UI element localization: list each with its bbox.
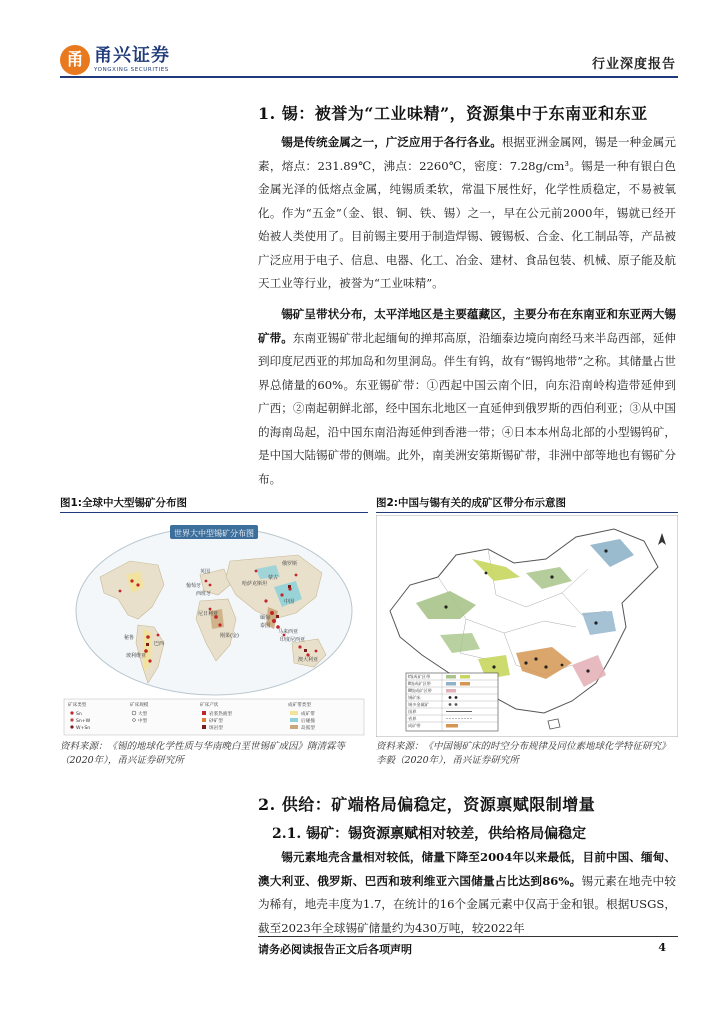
svg-text:大型: 大型 (138, 712, 148, 717)
paragraph-lead: 锡元素地壳含量相对较低，储量下降至2004年以来最低，目前中国、缅甸、澳大利亚、俄罗斯、巴西和玻利维亚六国储量占比达到86%。 (258, 850, 676, 888)
brand-name-en: YONGXING SECURITIES (94, 67, 169, 73)
figure-2-rule (376, 512, 678, 513)
svg-text:Ⅰ级成矿区带: Ⅰ级成矿区带 (408, 674, 431, 679)
section-heading-2: 2. 供给：矿端格局偏稳定，资源禀赋限制增量 (258, 795, 596, 814)
svg-text:Sn: Sn (76, 712, 82, 717)
svg-text:秘鲁: 秘鲁 (124, 635, 135, 641)
svg-text:葡萄牙: 葡萄牙 (186, 583, 202, 589)
svg-text:斑岩型: 斑岩型 (209, 726, 223, 731)
paragraph-tin-distribution (258, 303, 676, 491)
section-heading-1: 1. 锡：被誉为“工业味精”，资源集中于东南亚和东亚 (258, 104, 648, 123)
svg-text:锡矿床: 锡矿床 (408, 695, 421, 700)
page-header (60, 44, 678, 78)
svg-text:中型: 中型 (138, 719, 148, 724)
report-type: 行业深度报告 (591, 57, 676, 72)
svg-text:西班牙: 西班牙 (196, 591, 212, 597)
svg-text:俄罗斯: 俄罗斯 (282, 561, 298, 567)
svg-text:刚果(金): 刚果(金) (220, 633, 239, 639)
paragraph-body: 锡元素在地壳中较为稀有，地壳丰度为1.7，在统计的16个金属元素中仅高于金和银。根据USGS，截至2023年全球锡矿储量约为430万吨，较2022年 (258, 873, 676, 935)
paragraph-lead: 锡矿呈带状分布，太平洋地区是主要蕴藏区，主要分布在东南亚和东亚两大锡矿带。 (258, 307, 676, 345)
figure-1-rule (60, 512, 368, 513)
svg-text:成矿带: 成矿带 (301, 712, 315, 717)
svg-text:国界: 国界 (408, 709, 417, 714)
svg-text:Ⅱ级成矿区带: Ⅱ级成矿区带 (408, 681, 431, 686)
svg-text:省界: 省界 (408, 716, 417, 721)
page-number: 4 (658, 941, 666, 954)
figure-1-title: 图1:全球中大型锡矿分布图 (60, 497, 188, 509)
svg-text:尼日利亚: 尼日利亚 (198, 611, 219, 617)
svg-text:缅甸: 缅甸 (260, 615, 271, 621)
svg-text:印度尼西亚: 印度尼西亚 (280, 637, 306, 643)
footer-divider (258, 936, 678, 937)
svg-text:岩浆热液型: 岩浆热液型 (209, 712, 232, 717)
svg-text:成矿带类型: 成矿带类型 (288, 703, 311, 708)
svg-text:英国: 英国 (200, 569, 211, 575)
subsection-heading-2-1: 2.1. 锡矿：锡资源禀赋相对较差，供给格局偏稳定 (272, 826, 587, 842)
svg-text:马来西亚: 马来西亚 (278, 629, 299, 635)
svg-text:泰国: 泰国 (260, 623, 271, 629)
svg-text:锡多金属矿: 锡多金属矿 (408, 702, 429, 707)
china-tin-belt-map-image (376, 515, 678, 737)
paragraph-body: 东南亚锡矿带北起缅甸的掸邦高原，沿缅泰边境向南经马来半岛西部，延伸到印度尼西亚的邦加岛和勿里洞岛。伴生有钨，故有“锡钨地带”之称。其储量占世界总储量的60%。东亚锡矿带：①西起中国云南个旧，向东沿南岭构造带延伸到广西；②南起朝鲜北部，经中国东北地区一直延伸到俄罗斯的西伯利亚；③从中国的海南岛起，沿中国东南沿海延伸到香港一带；④日本本州岛北部的小型锡钨矿，是中国大陆锡矿带的侧端。此外，南美洲安第斯锡矿带，非洲中部等地也有锡矿分布。 (258, 330, 676, 486)
svg-text:矿床规模: 矿床规模 (130, 703, 149, 708)
header-divider (60, 76, 678, 78)
svg-text:W+Sn: W+Sn (76, 726, 91, 731)
brand-logo (60, 44, 170, 76)
svg-text:Sn+W: Sn+W (76, 719, 91, 724)
figure-1-world-tin-map (60, 515, 368, 737)
svg-text:澳大利亚: 澳大利亚 (298, 657, 319, 663)
paragraph-lead: 锡是传统金属之一，广泛应用于各行各业。 (281, 135, 502, 149)
figure-2-title: 图2:中国与锡有关的成矿区带分布示意图 (376, 497, 567, 509)
svg-text:哈萨克斯坦: 哈萨克斯坦 (242, 581, 268, 587)
svg-text:矿床产状: 矿床产状 (200, 703, 219, 708)
svg-text:玻利维亚: 玻利维亚 (126, 653, 147, 659)
svg-text:砂矿型: 砂矿型 (209, 719, 223, 724)
svg-text:后碰撞: 后碰撞 (301, 719, 315, 724)
svg-text:巴西: 巴西 (154, 641, 165, 647)
svg-text:岛弧型: 岛弧型 (301, 726, 315, 731)
brand-name: 甬兴证券 (94, 45, 170, 66)
svg-text:Ⅲ级成矿区带: Ⅲ级成矿区带 (408, 688, 432, 693)
figure-1-source: 资料来源：《锡的地球化学性质与华南晚白垩世锡矿成因》隋清霖等（2020年），甬兴证券研究所 (60, 741, 346, 766)
svg-text:成矿带: 成矿带 (408, 723, 421, 728)
logo-emblem-icon: 甬 (60, 45, 90, 75)
disclaimer-note: 请务必阅读报告正文后各项声明 (258, 943, 412, 956)
svg-text:中国: 中国 (284, 599, 295, 605)
svg-text:矿床类型: 矿床类型 (68, 703, 87, 708)
figure-2-source: 资料来源：《中国锡矿床的时空分布规律及同位素地球化学特征研究》李毅（2020年），甬兴证券研究所 (376, 741, 671, 766)
world-tin-map-image (60, 515, 368, 737)
paragraph-tin-overview (258, 131, 676, 296)
paragraph-body: 根据亚洲金属网，锡是一种金属元素，熔点：231.89℃，沸点：2260℃，密度：7.28g/cm³。锡是一种有银白色金属光泽的低熔点金属，纯锡质柔软，常温下展性好，化学性质稳定，不易被氧化。作为“五金”（金、银、铜、铁、锡）之一，早在公元前2000年，锡就已经开始被人类使用了。目前锡主要用于制造焊锡、镀锡板、合金、化工制品等，产品被广泛应用于电子、信息、电器、化工、冶金、建材、食品包装、机械、原子能及航天工业等行业，被誉为“工业味精”。 (258, 135, 676, 290)
svg-text:蒙古: 蒙古 (268, 575, 279, 581)
paragraph-tin-reserves (258, 846, 676, 940)
map-title: 世界大中型锡矿分布图 (174, 529, 254, 538)
figure-2-china-tin-belt-map (376, 515, 678, 737)
